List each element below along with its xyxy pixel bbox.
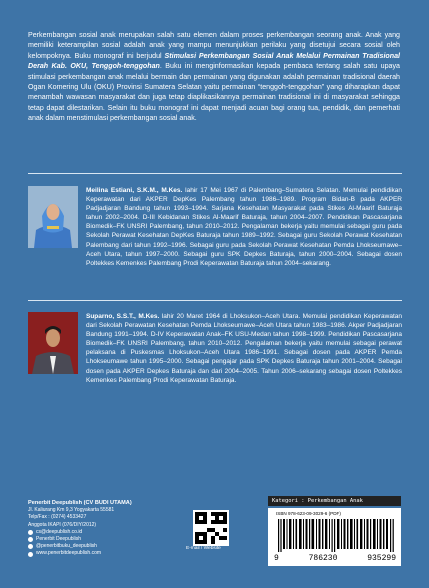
facebook-row — [28, 536, 132, 543]
barcode-digit-group2: 935299 — [367, 554, 396, 563]
author1-bio-text: lahir 17 Mei 1967 di Palembang–Sumatera Selatan. Memulai pendidikan Keperawatan dari AKPER DepKes Palembang tahun 1986–1989. Program Bidan-B pada AKPER Padjadjaran Bandung tahun 1993–1994. Sarjana Kesehatan Masyarakat pada Stikes Al-Maarif Baturaja tahun 2002–2004. D-III Kebidanan Stikes Al-Maarif Baturaja, tahun 2004–2007. Pendidikan Pascasarjana Biomedik–FK UNSRI Palembang, tahun 2010–2012. Pengalaman bekerja yaitu memulai sebagai guru pada Sekolah Perawat Kesehatan DepKes Baturaja tahun 1989–1992. Sebagai guru Sekolah Perawat Kesehatan Palembang dari tahun 1992–1996. Sebagai guru pada Sekolah Perawat Kesehatan Pemda Lhokseumawe–Aceh Utara, tahun 1997–2000. Sebagai guru SPK Depkes Baturaja, tahun 2000–2004. Sebagai dosen Poltekkes Kemenkes Palembang Prodi Keperawatan Baturaja tahun 2004–sekarang. — [86, 187, 403, 267]
barcode-digit-group1: 786230 — [308, 554, 338, 563]
email-row — [28, 529, 132, 536]
category-label: Kategori : Perkembangan Anak — [268, 496, 401, 506]
intro-text-1: Perkembangan sosial anak merupakan salah satu elemen dalam proses perkembangan seorang anak. Anak yang memiliki keterampilan sosial adalah anak yang mampu menunjukkan perilaku yang disetujui secara sosial oleh kelompoknya. Buku monograf ini berjudul — [28, 31, 400, 60]
barcode-box — [268, 508, 401, 566]
author2-bio — [28, 312, 402, 385]
barcode-bars — [278, 519, 394, 552]
book-title: Stimulasi Perkembangan Sosial Anak Melalui Permainan Tradisional Derah Kab. OKU, Tenggoh-tenggohan — [28, 51, 400, 71]
intro-text-2: . Buku ini menginformasikan kepada pembaca tentang salah satu upaya stimulasi perkembangan anak melalui bermain dan permainan yang digunakan adalah permainan tradisional daerah Ogan Komering Ulu (OKU) Provinsi Sumatera Selatan yaitu permainan “tenggoh-tenggohan” yang diharapkan dapat menambah wawasan masyarakat dan juga tetap diaplikasikannya permainan tradisional ini di masyarakat sehingga tetap dapat dilestarikan. Selain itu buku monograf ini dapat menjadi acuan bagi orang tua, pendidik, dan pemerhati anak dalam menstimulasi perkembangan sosial anak. — [28, 62, 400, 123]
web-row — [28, 550, 132, 557]
web-text: www.penerbitdeepublish.com — [36, 550, 102, 557]
qr-code — [193, 510, 229, 546]
publisher-info — [28, 500, 132, 558]
facebook-text: Penerbit Deepublish — [36, 536, 82, 543]
publisher-address: Jl. Kaliurang Km 9,3 Yogyakarta 55581 — [28, 507, 115, 514]
author1-bio — [28, 186, 402, 268]
publisher-phone: Telp/Fax : (0274) 4533427 — [28, 514, 87, 521]
barcode-digit-prefix: 9 — [274, 554, 279, 563]
email-icon — [28, 530, 33, 535]
email-text: cs@deepublish.co.id — [36, 528, 83, 535]
author1-name: Meilina Estiani, S.K.M., M.Kes. — [86, 187, 183, 194]
instagram-text: @penerbitbuku_deepublish — [36, 543, 97, 550]
publisher-name: Penerbit Deepublish (CV BUDI UTAMA) — [28, 500, 132, 506]
isbn-text: ISBN 978-623-09-3029-6 (PDF) — [276, 511, 341, 516]
qr-label: E-mail / Website — [186, 546, 221, 551]
divider-middle — [28, 300, 402, 301]
instagram-row — [28, 543, 132, 550]
divider-top — [28, 173, 402, 174]
intro-paragraph — [28, 30, 400, 124]
instagram-icon — [28, 544, 33, 549]
author2-bio-text: lahir 20 Maret 1964 di Lhoksukon–Aceh Utara. Memulai pendidikan Keperawatan dari Sekolah Perawatan Kesehatan Pemda Lhokseumawe–Aceh Utara tahun 1983–1986. Akper Padjadjaran Bandung 1991–1994. D-IV Keperawatan Anak–FK USU-Medan tahun 1998–1999. Pendidikan Pascasarjana Biomedik–FK UNSRI Palembang, tahun 2010–2012. Pengalaman bekerja yaitu memulai sebagai perawat pelaksana di Puskesmas Lhoksukon–Aceh Utara 1986–1991. Sebagai dosen pada AKPER Pemda Lhokseumawe tahun 1995–2000. Sebagai pengajar pada SPK Depkes Baturaja tahun 2001–2004. Sebagai dosen pada AKPER Depkes Baturaja dan dari 2004–2005. Tahun 2006–sekarang sebagai dosen Poltekkes Kemenkes Palembang Prodi Keperawatan Baturaja. — [86, 313, 402, 384]
globe-icon — [28, 552, 33, 557]
barcode-digits — [274, 554, 396, 563]
facebook-icon — [28, 537, 33, 542]
author2-name: Suparno, S.S.T., M.Kes. — [86, 313, 160, 320]
publisher-ikapi: Anggota IKAPI (076/DIY/2012) — [28, 521, 97, 528]
